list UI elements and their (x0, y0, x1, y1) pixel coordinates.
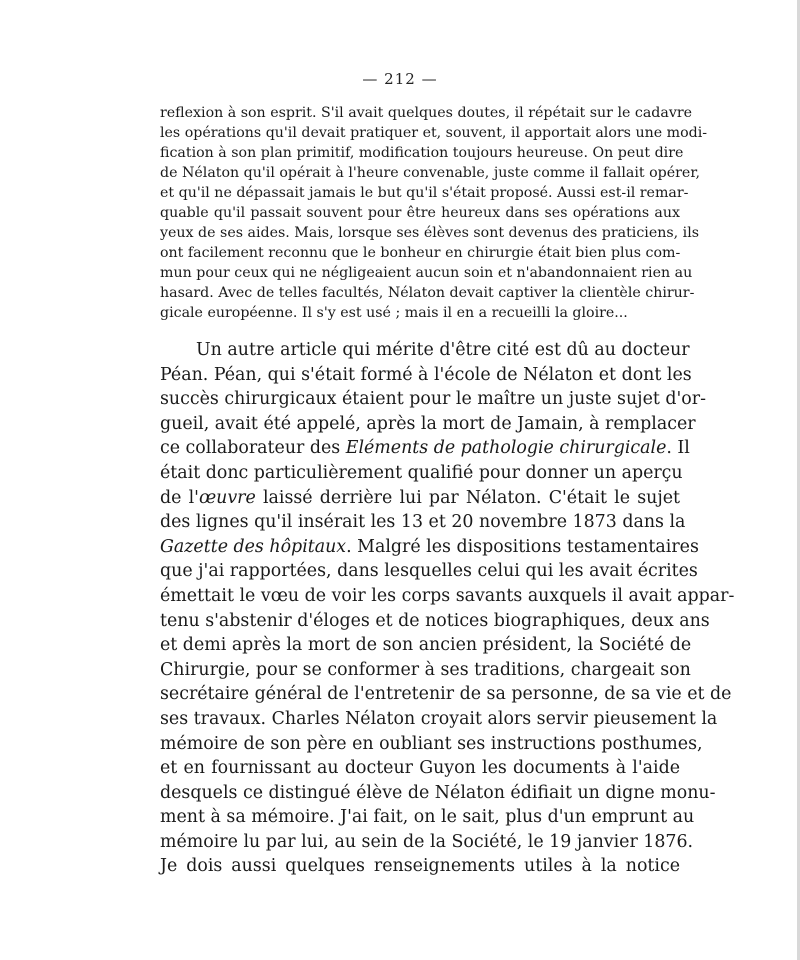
body-line (160, 486, 680, 511)
body-line: ment à sa mémoire. J'ai fait, on le sait, plus d'un emprunt au (160, 807, 695, 828)
body-line: mémoire lu par lui, au sein de la Société, le 19 janvier 1876. (160, 831, 694, 852)
body-line (160, 535, 699, 560)
quote-line: mun pour ceux qui ne négligeaient aucun soin et n'abandonnaient rien au (160, 265, 693, 281)
quote-line: quable qu'il passait souvent pour être heureux dans ses opérations aux (160, 205, 680, 221)
body-line: Chirurgie, pour se conformer à ses traditions, chargeait son (160, 659, 691, 680)
quote-line: fication à son plan primitif, modification toujours heureuse. On peut dire (160, 145, 684, 161)
italic-word: œuvre (198, 487, 256, 508)
body-line: tenu s'abstenir d'éloges et de notices biographiques, deux ans (160, 610, 710, 631)
quote-line: ont facilement reconnu que le bonheur en chirurgie était bien plus com- (160, 245, 681, 261)
body-text: ce collaborateur des (160, 438, 346, 459)
quote-line: et qu'il ne dépassait jamais le but qu'il s'était proposé. Aussi est-il remar- (160, 185, 689, 201)
body-line: desquels ce distingué élève de Nélaton édifiait un digne monu- (160, 782, 716, 803)
body-line: émettait le vœu de voir les corps savants auxquels il avait appar- (160, 585, 735, 606)
body-paragraph (160, 338, 735, 879)
body-line: et demi après la mort de son ancien président, la Société de (160, 635, 692, 656)
page-number: — 212 — (362, 70, 438, 88)
body-line: Je dois aussi quelques renseignements utiles à la notice (160, 856, 680, 877)
body-line: Un autre article qui mérite d'être cité est dû au docteur (196, 340, 690, 360)
body-text: de l' (160, 487, 199, 508)
body-line: gueil, avait été appelé, après la mort de Jamain, à remplacer (160, 413, 696, 434)
quote-line: gicale européenne. Il s'y est usé ; mais il en a recueilli la gloire... (160, 305, 628, 321)
body-line (160, 436, 690, 461)
quote-line: les opérations qu'il devait pratiquer et, souvent, il apportait alors une modi- (160, 125, 708, 141)
book-title: Eléments de pathologie chirurgicale (345, 438, 667, 459)
quote-line: reflexion à son esprit. S'il avait quelques doutes, il répétait sur le cadavre (160, 105, 693, 121)
body-line: était donc particulièrement qualifié pour donner un aperçu (160, 462, 683, 483)
body-line: mémoire de son père en oubliant ses instructions posthumes, (160, 733, 703, 754)
body-line: ses travaux. Charles Nélaton croyait alors servir pieusement la (160, 708, 718, 729)
body-line: Péan. Péan, qui s'était formé à l'école de Nélaton et dont les (160, 364, 692, 385)
body-text: laissé derrière lui par Nélaton. C'était le sujet (255, 487, 681, 508)
quote-line: de Nélaton qu'il opérait à l'heure convenable, juste comme il fallait opérer, (160, 165, 701, 181)
body-text: . Il (666, 438, 690, 459)
quoted-passage (160, 103, 708, 323)
body-line: secrétaire général de l'entretenir de sa personne, de sa vie et de (160, 684, 732, 705)
body-text: . Malgré les dispositions testamentaires (346, 536, 699, 557)
journal-title: Gazette des hôpitaux (160, 536, 347, 557)
body-line: que j'ai rapportées, dans lesquelles celui qui les avait écrites (160, 561, 698, 582)
quote-line: hasard. Avec de telles facultés, Nélaton devait captiver la clientèle chirur- (160, 285, 695, 301)
quote-line: yeux de ses aides. Mais, lorsque ses élèves sont devenus des praticiens, ils (160, 225, 700, 241)
body-line: succès chirurgicaux étaient pour le maître un juste sujet d'or- (160, 389, 706, 410)
body-line: des lignes qu'il insérait les 13 et 20 novembre 1873 dans la (160, 512, 686, 533)
body-line: et en fournissant au docteur Guyon les documents à l'aide (160, 758, 680, 779)
